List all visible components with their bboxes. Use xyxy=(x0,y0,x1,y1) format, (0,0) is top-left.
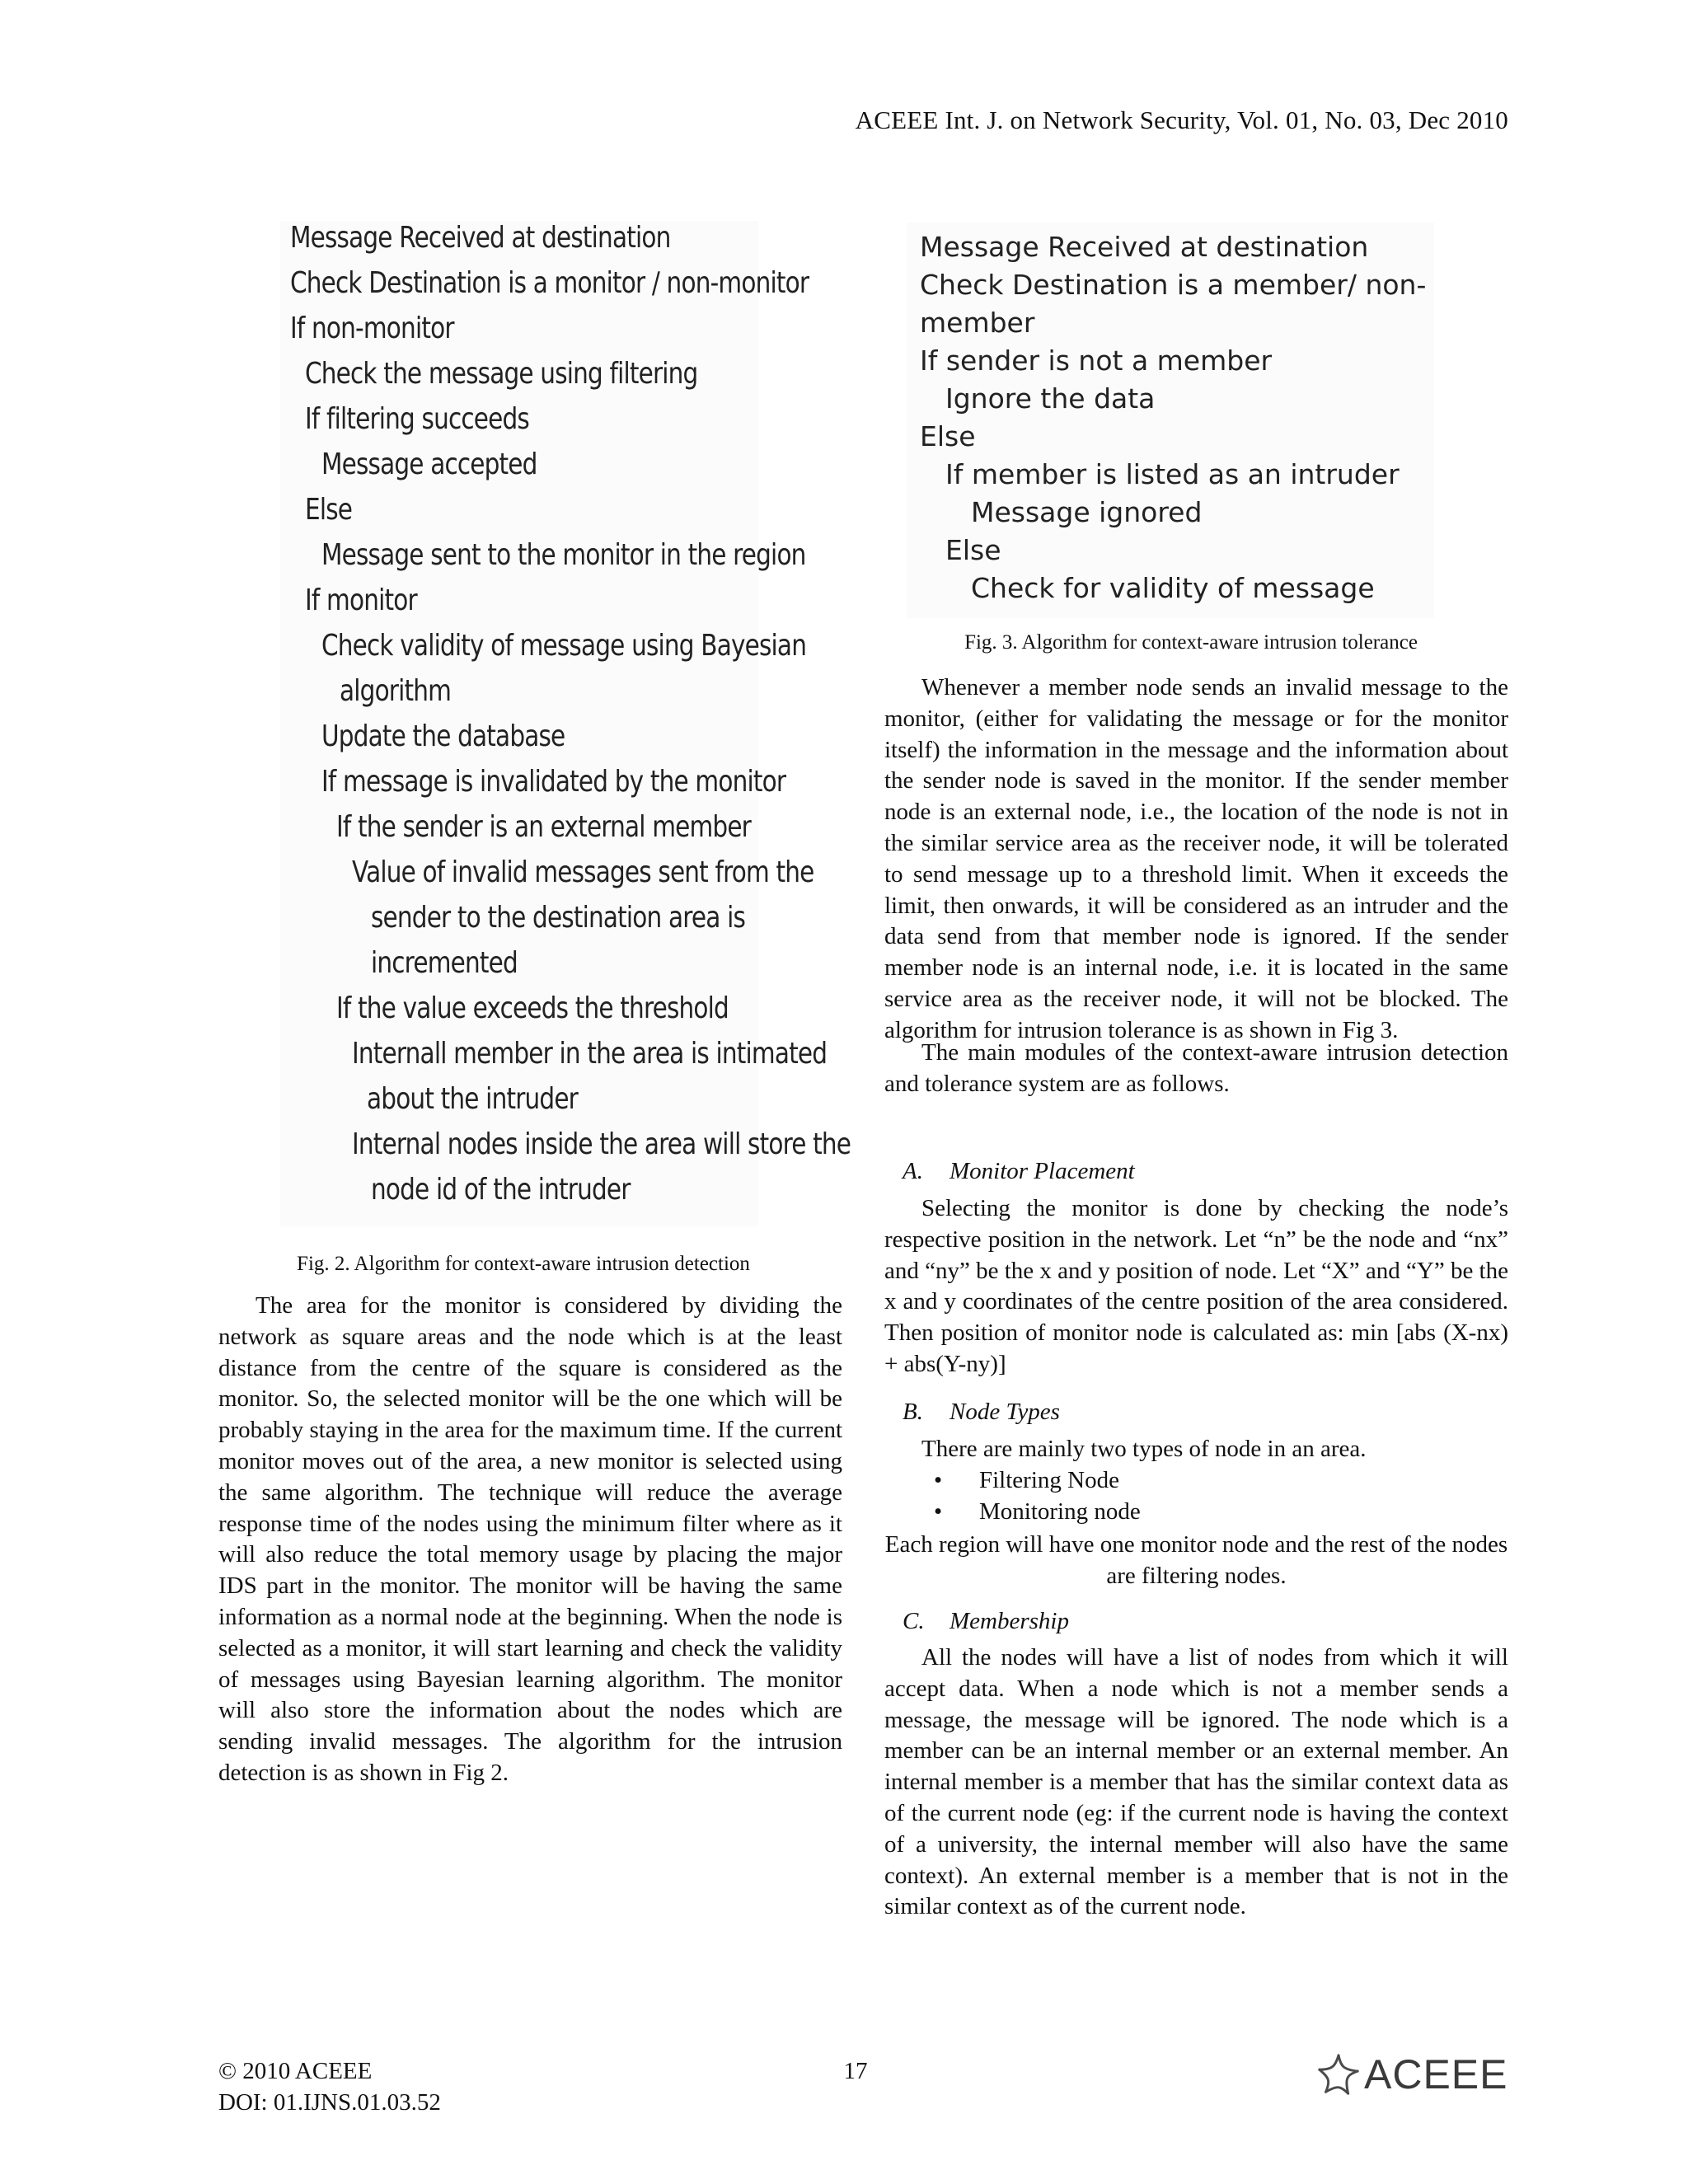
algo-line: Message sent to the monitor in the region xyxy=(321,538,806,572)
algo-line: If message is invalidated by the monitor xyxy=(321,765,786,799)
section-letter: A. xyxy=(903,1158,923,1184)
logo-text: ACEEE xyxy=(1364,2051,1508,2097)
algo-line: If sender is not a member xyxy=(920,344,1273,377)
section-title: Monitor Placement xyxy=(950,1158,1135,1184)
running-header: ACEEE Int. J. on Network Security, Vol. 01, No. 03, Dec 2010 xyxy=(855,105,1508,134)
body-paragraph-monitor-area: The area for the monitor is considered by dividing the network as square areas and the node which is at the least distance from the centre of the square is considered as the monitor. So, the selected monitor will be the one which will be probably staying in the area for the maximum time. If the current monitor moves out of the area, a new monitor is selected using the same algorithm. The technique will reduce the average response time of the nodes using the minimum filter where as it will also reduce the total memory usage by placing the major IDS part in the monitor. The monitor will be having the same information as a normal node at the beginning. When the node is selected as a monitor, it will start learning and check the validity of messages using Bayesian learning algorithm. The monitor will also store the information about the nodes which are sending invalid messages. The algorithm for the intrusion detection is as shown in Fig 2. xyxy=(218,1292,842,1786)
algo-line: Message Received at destination xyxy=(920,231,1369,263)
algo-line: Check for validity of message xyxy=(971,572,1375,604)
section-title: Node Types xyxy=(950,1399,1060,1425)
algo-line: Update the database xyxy=(321,719,565,753)
algo-line: If non-monitor xyxy=(290,312,454,345)
figure-2-caption: Fig. 2. Algorithm for context-aware intrusion detection xyxy=(297,1253,750,1275)
algo-line: algorithm xyxy=(340,674,452,708)
bullet-text: Monitoring node xyxy=(979,1498,1141,1525)
algo-line: sender to the destination area is xyxy=(371,901,746,935)
bullet-item xyxy=(934,1498,1141,1526)
body-paragraph-modules: The main modules of the context-aware intrusion detection and tolerance system are as follows. xyxy=(884,1039,1508,1097)
figure-2-algorithm xyxy=(280,221,851,1226)
algo-line: Internall member in the area is intimated xyxy=(352,1037,828,1071)
algo-line: Ignore the data xyxy=(945,382,1156,415)
section-letter: B. xyxy=(903,1399,923,1425)
algo-line: incremented xyxy=(371,946,518,980)
page-number: 17 xyxy=(843,2058,868,2084)
body-paragraph-membership: All the nodes will have a list of nodes from which it will accept data. When a node which is not a member sends a message, the message will be ignored. The node which is a member can be an internal member or an external member. An internal member is a member that has the similar context data as of the current node (eg: if the current node is having the context of a university, the internal member will also have the same context). An external member is a member that is not in the similar context as of the current node. xyxy=(884,1644,1508,1920)
algo-line: node id of the intruder xyxy=(371,1173,631,1207)
bullet-text: Filtering Node xyxy=(979,1467,1119,1493)
body-paragraph-intrusion-tolerance: Whenever a member node sends an invalid message to the monitor, (either for validating the message or for the monitor itself) the information in the message and the information about the sender node is saved in the monitor. If the sender member node is an external node, i.e., the location of the node is not in the similar service area as the receiver node, it will be tolerated to send message up to a threshold limit. When it exceeds the limit, then onwards, it will be considered as an intruder and the data send from that member node is ignored. If the sender member node is an internal node, i.e. it is located in the same service area as the receiver node, it will not be blocked. The algorithm for intrusion tolerance is as shown in Fig 3. xyxy=(884,674,1508,1043)
footer-doi: DOI: 01.IJNS.01.03.52 xyxy=(218,2089,441,2116)
figure-3-caption: Fig. 3. Algorithm for context-aware intrusion tolerance xyxy=(964,631,1418,654)
bullet-item xyxy=(934,1467,1119,1494)
node-types-closing: Each region will have one monitor node and the rest of the nodes are filtering nodes. xyxy=(884,1531,1508,1589)
algo-line: Value of invalid messages sent from the xyxy=(352,855,814,889)
algo-line: member xyxy=(920,307,1035,339)
algo-line: Else xyxy=(920,420,976,452)
algo-line: Check Destination is a member/ non- xyxy=(920,269,1427,301)
section-heading-node-types xyxy=(903,1399,1060,1426)
section-heading-membership xyxy=(903,1608,1069,1635)
algo-line: about the intruder xyxy=(367,1082,578,1116)
aceee-logo xyxy=(1315,2050,1508,2098)
algo-line: Else xyxy=(305,493,353,527)
footer-copyright: © 2010 ACEEE xyxy=(218,2058,373,2084)
algo-line: If member is listed as an intruder xyxy=(945,458,1400,490)
algo-line: Else xyxy=(945,534,1001,566)
bullet-icon: • xyxy=(934,1467,943,1493)
section-heading-monitor-placement xyxy=(903,1158,1135,1185)
bullet-icon: • xyxy=(934,1498,943,1525)
algo-line: Check the message using filtering xyxy=(305,357,698,391)
algo-line: Check Destination is a monitor / non-monitor xyxy=(290,266,809,300)
figure-3-algorithm xyxy=(907,223,1434,618)
star-icon xyxy=(1315,2050,1362,2098)
section-letter: C. xyxy=(903,1608,925,1634)
algo-line: Message accepted xyxy=(321,448,537,481)
algo-line: If the sender is an external member xyxy=(336,810,751,844)
algo-line: Message Received at destination xyxy=(290,221,671,255)
algo-line: Message ignored xyxy=(971,496,1203,528)
node-types-intro: There are mainly two types of node in an area. xyxy=(921,1436,1367,1462)
algo-line: If the value exceeds the threshold xyxy=(336,991,729,1025)
algo-line: If filtering succeeds xyxy=(305,402,529,436)
body-paragraph-monitor-placement: Selecting the monitor is done by checking the node’s respective position in the network. Let “n” be the node and “nx” and “ny” be the x and y position of node. Let “X” and “Y” be the x and y coordinates of the centre position of the area considered. Then position of monitor node is calculated as: min [abs (X-nx) + abs(Y-ny)] xyxy=(884,1195,1508,1377)
algo-line: If monitor xyxy=(305,583,417,617)
algo-line: Check validity of message using Bayesian xyxy=(321,629,807,663)
section-title: Membership xyxy=(950,1608,1069,1634)
algo-line: Internal nodes inside the area will store the xyxy=(352,1127,851,1161)
